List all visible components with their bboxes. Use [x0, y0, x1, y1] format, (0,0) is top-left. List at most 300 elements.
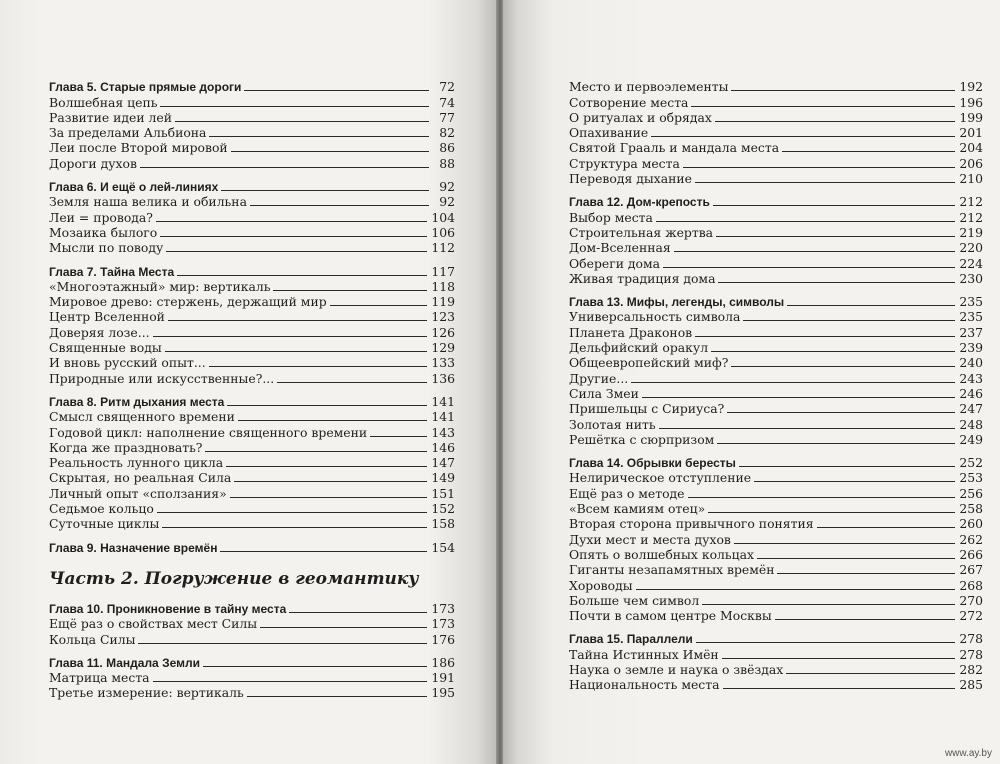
page-number: 143 — [431, 424, 455, 440]
leader-line — [156, 221, 427, 222]
toc-entry — [569, 547, 983, 562]
leader-line — [656, 221, 955, 222]
toc-chapter-block — [49, 601, 455, 647]
page-number: 247 — [959, 401, 983, 417]
toc-entry — [49, 516, 455, 531]
toc-chapter-entry — [49, 601, 455, 616]
entry-title: Суточные циклы — [49, 516, 160, 532]
page-number: 253 — [959, 470, 983, 486]
toc-chapter-block — [49, 394, 455, 532]
leader-line — [330, 305, 428, 306]
page-number: 212 — [959, 209, 983, 225]
toc-entry — [49, 209, 455, 224]
leader-line — [757, 558, 955, 559]
leader-line — [168, 320, 427, 321]
toc-entry — [569, 110, 983, 125]
leader-line — [138, 643, 427, 644]
leader-line — [754, 481, 955, 482]
toc-entry — [569, 516, 983, 531]
page-number: 154 — [431, 539, 455, 555]
leader-line — [688, 497, 956, 498]
page-number: 220 — [959, 240, 983, 256]
entry-title: Леи = провода? — [49, 209, 153, 225]
page-number: 272 — [959, 608, 983, 624]
page-number: 92 — [439, 179, 455, 195]
leader-line — [165, 351, 428, 352]
entry-title: Пришельцы с Сириуса? — [569, 401, 725, 417]
toc-entry — [49, 125, 455, 140]
page-number: 201 — [959, 125, 983, 141]
page-number: 151 — [431, 485, 455, 501]
page-number: 230 — [959, 270, 983, 286]
leader-line — [231, 151, 429, 152]
leader-line — [631, 382, 955, 383]
leader-line — [244, 90, 429, 91]
page-number: 196 — [959, 94, 983, 110]
chapter-title: Глава 6. И ещё о лей-линиях — [49, 180, 219, 195]
toc-entry — [569, 608, 983, 623]
page-number: 199 — [959, 109, 983, 125]
leader-line — [153, 336, 428, 337]
entry-title: Ещё раз о свойствах мест Силы — [49, 616, 258, 632]
page-number: 146 — [431, 439, 455, 455]
page-number: 86 — [439, 140, 455, 156]
leader-line — [166, 251, 427, 252]
page-number: 266 — [959, 546, 983, 562]
page-number: 123 — [431, 309, 455, 325]
leader-line — [663, 267, 955, 268]
toc-entry — [49, 455, 455, 470]
toc-entry — [569, 324, 983, 339]
left-toc — [49, 79, 455, 708]
leader-line — [782, 151, 955, 152]
toc-chapter-entry — [49, 263, 455, 278]
toc-chapter-block — [49, 655, 455, 701]
entry-title: Святой Грааль и мандала места — [569, 140, 780, 156]
page-number: 224 — [959, 255, 983, 271]
toc-entry — [569, 155, 983, 170]
entry-title: Обереги дома — [569, 255, 661, 271]
leader-line — [160, 236, 427, 237]
toc-entry — [569, 677, 983, 692]
page-number: 149 — [431, 470, 455, 486]
toc-continued-block — [569, 79, 983, 186]
toc-entry — [569, 501, 983, 516]
toc-entry — [569, 355, 983, 370]
leader-line — [716, 236, 955, 237]
page-number: 119 — [431, 294, 455, 310]
leader-line — [247, 696, 428, 697]
page-number: 126 — [431, 324, 455, 340]
entry-title: Золотая нить — [569, 416, 656, 432]
toc-entry — [569, 125, 983, 140]
leader-line — [177, 275, 427, 276]
toc-chapter-block — [569, 294, 983, 447]
entry-title: И вновь русский опыт... — [49, 355, 206, 371]
page-number: 117 — [431, 263, 455, 279]
page-number: 219 — [959, 224, 983, 240]
entry-title: Личный опыт «сползания» — [49, 485, 227, 501]
page-number: 82 — [439, 125, 455, 141]
entry-title: Опять о волшебных кольцах — [569, 546, 755, 562]
chapter-title: Глава 15. Параллели — [569, 632, 693, 647]
entry-title: Вторая сторона привычного понятия — [569, 516, 814, 532]
toc-entry — [569, 662, 983, 677]
leader-line — [238, 420, 427, 421]
entry-title: Кольца Силы — [49, 631, 136, 647]
entry-title: Универсальность символа — [569, 309, 741, 325]
leader-line — [157, 512, 428, 513]
leader-line — [683, 167, 955, 168]
toc-entry — [569, 309, 983, 324]
toc-entry — [49, 324, 455, 339]
toc-entry — [569, 401, 983, 416]
page-number: 239 — [959, 340, 983, 356]
entry-title: Природные или искусственные?... — [49, 370, 275, 386]
leader-line — [234, 481, 427, 482]
chapter-title: Глава 11. Мандала Земли — [49, 655, 200, 670]
toc-entry — [569, 271, 983, 286]
entry-title: За пределами Альбиона — [49, 125, 207, 141]
leader-line — [695, 182, 955, 183]
toc-entry — [569, 171, 983, 186]
leader-line — [162, 527, 427, 528]
leader-line — [175, 121, 429, 122]
toc-entry — [569, 470, 983, 485]
leader-line — [370, 436, 427, 437]
toc-entry — [569, 209, 983, 224]
toc-chapter-block — [49, 539, 455, 554]
page-number: 237 — [959, 324, 983, 340]
chapter-title: Глава 12. Дом-крепость — [569, 195, 710, 210]
toc-entry — [49, 370, 455, 385]
entry-title: Матрица места — [49, 670, 150, 686]
entry-title: Когда же праздновать? — [49, 439, 203, 455]
entry-title: Опахивание — [569, 125, 649, 141]
toc-entry — [569, 225, 983, 240]
page-number: 173 — [431, 600, 455, 616]
toc-entry — [569, 140, 983, 155]
toc-entry — [49, 225, 455, 240]
toc-entry — [49, 279, 455, 294]
chapter-title: Глава 9. Назначение времён — [49, 540, 218, 555]
page-number: 206 — [959, 155, 983, 171]
entry-title: Центр Вселенной — [49, 309, 165, 325]
leader-line — [160, 106, 429, 107]
leader-line — [722, 658, 956, 659]
page-number: 74 — [439, 94, 455, 110]
leader-line — [153, 681, 428, 682]
leader-line — [250, 205, 429, 206]
page-number: 176 — [431, 631, 455, 647]
page-number: 186 — [431, 654, 455, 670]
toc-entry — [569, 577, 983, 592]
leader-line — [775, 619, 956, 620]
page-number: 246 — [959, 385, 983, 401]
entry-title: Национальность места — [569, 677, 720, 693]
right-page — [503, 0, 1000, 764]
entry-title: О ритуалах и обрядах — [569, 109, 712, 125]
toc-entry — [569, 416, 983, 431]
leader-line — [659, 428, 956, 429]
chapter-title: Глава 8. Ритм дыхания места — [49, 394, 225, 409]
toc-entry — [49, 501, 455, 516]
entry-title: Мировое древо: стержень, держащий мир — [49, 294, 327, 310]
toc-chapter-block — [569, 631, 983, 692]
page-number: 195 — [431, 685, 455, 701]
chapter-title: Глава 14. Обрывки бересты — [569, 456, 736, 471]
entry-title: Третье измерение: вертикаль — [49, 685, 244, 701]
page-number: 249 — [959, 431, 983, 447]
toc-entry — [49, 309, 455, 324]
leader-line — [786, 673, 955, 674]
page-number: 141 — [431, 409, 455, 425]
page-number: 268 — [959, 577, 983, 593]
entry-title: Переводя дыхание — [569, 171, 692, 187]
leader-line — [203, 666, 427, 667]
leader-line — [226, 466, 427, 467]
toc-entry — [49, 194, 455, 209]
entry-title: «Всем камиям отец» — [569, 501, 706, 517]
page-number: 285 — [959, 677, 983, 693]
page-number: 248 — [959, 416, 983, 432]
entry-title: Тайна Истинных Имён — [569, 646, 719, 662]
entry-title: Развитие идеи лей — [49, 109, 172, 125]
leader-line — [717, 443, 955, 444]
toc-entry — [49, 409, 455, 424]
page-number: 72 — [439, 79, 455, 95]
page-number: 252 — [959, 455, 983, 471]
page-number: 112 — [431, 240, 455, 256]
leader-line — [817, 527, 956, 528]
entry-title: Место и первоэлементы — [569, 79, 729, 95]
entry-title: Волшебная цепь — [49, 94, 158, 110]
entry-title: Больше чем символ — [569, 592, 700, 608]
page-number: 262 — [959, 531, 983, 547]
entry-title: Строительная жертва — [569, 224, 714, 240]
leader-line — [696, 642, 956, 643]
page-number: 210 — [959, 171, 983, 187]
leader-line — [205, 451, 427, 452]
entry-title: Структура места — [569, 155, 680, 171]
toc-entry — [49, 140, 455, 155]
toc-entry — [49, 94, 455, 109]
leader-line — [713, 205, 956, 206]
page-number: 235 — [959, 309, 983, 325]
toc-chapter-entry — [569, 194, 983, 209]
left-page — [0, 0, 497, 764]
page-number: 173 — [431, 616, 455, 632]
entry-title: Планета Драконов — [569, 324, 693, 340]
entry-title: Доверяя лозе... — [49, 324, 150, 340]
leader-line — [209, 136, 429, 137]
entry-title: Другие... — [569, 370, 629, 386]
leader-line — [731, 90, 955, 91]
leader-line — [674, 251, 956, 252]
toc-entry — [569, 386, 983, 401]
toc-chapter-entry — [49, 539, 455, 554]
page-number: 158 — [431, 516, 455, 532]
toc-chapter-entry — [49, 394, 455, 409]
entry-title: Седьмое кольцо — [49, 501, 154, 517]
toc-entry — [49, 470, 455, 485]
leader-line — [787, 305, 955, 306]
toc-chapter-entry — [49, 79, 455, 94]
entry-title: Живая традиция дома — [569, 270, 716, 286]
leader-line — [220, 551, 427, 552]
leader-line — [734, 543, 955, 544]
toc-entry — [569, 432, 983, 447]
page-number: 129 — [431, 340, 455, 356]
toc-entry — [49, 340, 455, 355]
leader-line — [221, 190, 429, 191]
leader-line — [642, 397, 955, 398]
entry-title: Леи после Второй мировой — [49, 140, 228, 156]
toc-entry — [49, 155, 455, 170]
leader-line — [708, 512, 955, 513]
page-number: 278 — [959, 646, 983, 662]
leader-line — [777, 573, 955, 574]
page-number: 212 — [959, 194, 983, 210]
leader-line — [140, 167, 429, 168]
entry-title: Общеевропейский миф? — [569, 355, 729, 371]
toc-entry — [569, 240, 983, 255]
leader-line — [273, 290, 427, 291]
toc-entry — [49, 440, 455, 455]
leader-line — [731, 366, 955, 367]
leader-line — [715, 121, 955, 122]
chapter-title: Глава 5. Старые прямые дороги — [49, 80, 242, 95]
toc-chapter-block — [49, 263, 455, 385]
entry-title: Решётка с сюрпризом — [569, 431, 715, 447]
leader-line — [230, 497, 428, 498]
leader-line — [209, 366, 428, 367]
leader-line — [702, 604, 955, 605]
toc-entry — [49, 631, 455, 646]
page-number: 240 — [959, 355, 983, 371]
page-number: 267 — [959, 562, 983, 578]
page-number: 136 — [431, 370, 455, 386]
entry-title: Ещё раз о методе — [569, 485, 685, 501]
leader-line — [695, 336, 955, 337]
page-number: 258 — [959, 501, 983, 517]
leader-line — [723, 688, 956, 689]
leader-line — [743, 320, 955, 321]
entry-title: Дельфийский оракул — [569, 340, 709, 356]
chapter-title: Глава 7. Тайна Места — [49, 264, 175, 279]
entry-title: Мозаика былого — [49, 224, 158, 240]
leader-line — [260, 627, 427, 628]
page-number: 282 — [959, 661, 983, 677]
page-number: 204 — [959, 140, 983, 156]
leader-line — [727, 412, 955, 413]
watermark: www.ay.by — [944, 748, 992, 759]
toc-entry — [49, 424, 455, 439]
entry-title: Сотворение места — [569, 94, 689, 110]
page-number: 77 — [439, 109, 455, 125]
entry-title: Смысл священного времени — [49, 409, 235, 425]
toc-entry — [569, 94, 983, 109]
page-number: 278 — [959, 631, 983, 647]
page-number: 260 — [959, 516, 983, 532]
toc-chapter-entry — [569, 631, 983, 646]
right-toc — [569, 79, 983, 700]
page-number: 270 — [959, 592, 983, 608]
leader-line — [711, 351, 955, 352]
entry-title: Наука о земле и наука о звёздах — [569, 661, 784, 677]
entry-title: Дом-Вселенная — [569, 240, 671, 256]
entry-title: Годовой цикл: наполнение священного времени — [49, 424, 368, 440]
page-number: 141 — [431, 393, 455, 409]
entry-title: Сила Змеи — [569, 385, 639, 401]
entry-title: Дороги духов — [49, 155, 137, 171]
entry-title: Священные воды — [49, 340, 162, 356]
toc-chapter-entry — [49, 179, 455, 194]
toc-chapter-block — [569, 194, 983, 286]
toc-entry — [49, 294, 455, 309]
page-number: 235 — [959, 294, 983, 310]
leader-line — [289, 612, 427, 613]
entry-title: Хороводы — [569, 577, 633, 593]
page-number: 192 — [959, 79, 983, 95]
toc-entry — [569, 562, 983, 577]
entry-title: Гиганты незапамятных времён — [569, 562, 775, 578]
page-number: 191 — [431, 670, 455, 686]
toc-entry — [569, 370, 983, 385]
leader-line — [691, 106, 955, 107]
toc-entry — [49, 110, 455, 125]
leader-line — [718, 282, 955, 283]
leader-line — [277, 382, 427, 383]
toc-entry — [49, 616, 455, 631]
toc-entry — [49, 355, 455, 370]
chapter-title: Глава 10. Проникновение в тайну места — [49, 601, 287, 616]
entry-title: Почти в самом центре Москвы — [569, 608, 772, 624]
page-number: 118 — [431, 278, 455, 294]
part-heading: Часть 2. Погружение в геомантику — [49, 568, 419, 589]
page-number: 147 — [431, 455, 455, 471]
chapter-title: Глава 13. Мифы, легенды, символы — [569, 295, 785, 310]
page-number: 92 — [439, 194, 455, 210]
page-number: 133 — [431, 355, 455, 371]
entry-title: Мысли по поводу — [49, 240, 164, 256]
entry-title: Скрытая, но реальная Сила — [49, 470, 232, 486]
toc-entry — [49, 240, 455, 255]
toc-entry — [569, 79, 983, 94]
page-number: 104 — [431, 209, 455, 225]
entry-title: «Многоэтажный» мир: вертикаль — [49, 278, 271, 294]
toc-chapter-entry — [49, 655, 455, 670]
page-number: 256 — [959, 485, 983, 501]
leader-line — [636, 589, 956, 590]
toc-entry — [49, 670, 455, 685]
toc-entry — [569, 593, 983, 608]
entry-title: Духи мест и места духов — [569, 531, 731, 547]
leader-line — [227, 405, 427, 406]
entry-title: Нелирическое отступление — [569, 470, 752, 486]
toc-entry — [569, 646, 983, 661]
toc-chapter-entry — [569, 455, 983, 470]
toc-chapter-block — [569, 455, 983, 623]
page-number: 243 — [959, 370, 983, 386]
toc-chapter-block — [49, 179, 455, 255]
toc-entry — [49, 485, 455, 500]
leader-line — [651, 136, 955, 137]
page-number: 106 — [431, 224, 455, 240]
toc-entry — [569, 340, 983, 355]
toc-chapter-block — [49, 79, 455, 171]
toc-entry — [569, 255, 983, 270]
